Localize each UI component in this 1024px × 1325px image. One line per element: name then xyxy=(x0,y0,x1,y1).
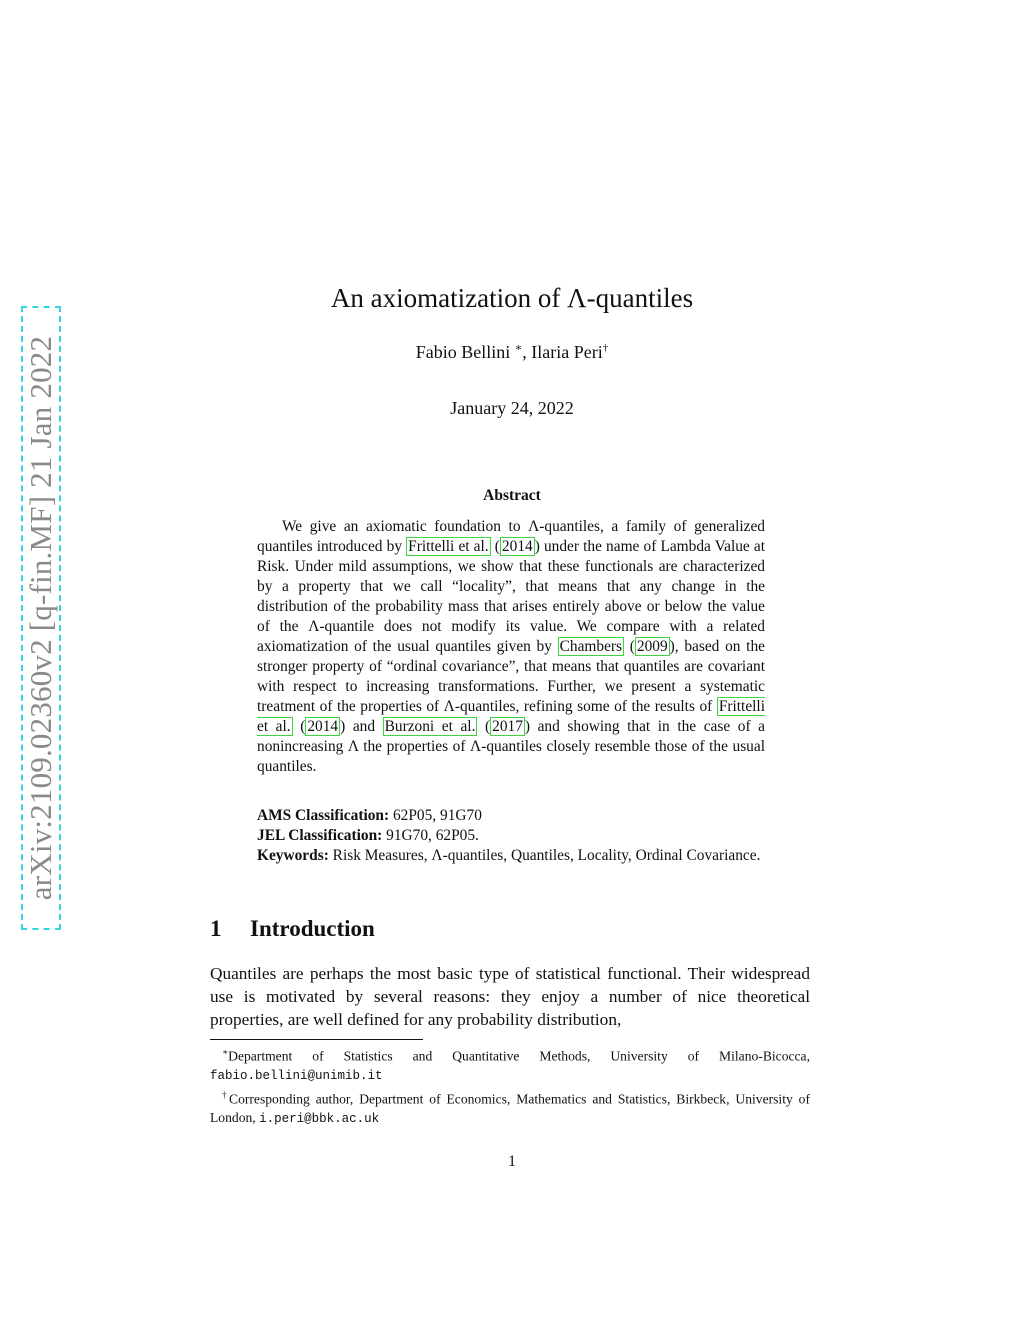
citation-link-frittelli[interactable]: Frittelli et al. xyxy=(408,538,489,555)
citation-year-2014[interactable]: 2014 xyxy=(307,718,339,735)
keywords xyxy=(257,846,765,866)
arxiv-id-text: arXiv:2109.02360v2 [q-fin.MF] 21 Jan 2022 xyxy=(23,335,58,901)
author-name: Fabio Bellini xyxy=(415,342,511,362)
footnotes xyxy=(210,1043,810,1128)
abstract-text: ( xyxy=(292,718,306,735)
footnote-mark: ∗ xyxy=(222,1047,229,1057)
citation-link-chambers[interactable]: Chambers xyxy=(559,638,623,655)
ams-value: 62P05, 91G70 xyxy=(389,807,482,824)
abstract-text: ), based on the stronger property of “ordinal covariance”, that means that quantiles are covariant with respect to increasing transformations. Further, we present a systematic treatment of the properties of Λ-quantiles, refining some of the results of xyxy=(257,638,765,715)
jel-classification xyxy=(257,826,765,846)
introduction-body xyxy=(210,962,810,1031)
abstract-heading: Abstract xyxy=(483,487,541,504)
section-title: Introduction xyxy=(250,916,375,941)
author-email[interactable]: i.peri@bbk.ac.uk xyxy=(259,1111,380,1126)
abstract-text: We give an axiomatic foundation to Λ-quantiles, a family of generalized quantiles introduced by xyxy=(257,518,765,555)
section-number: 1 xyxy=(210,916,222,941)
footnote-mark: † xyxy=(222,1089,230,1100)
abstract-body xyxy=(257,517,765,777)
citation-year-2014[interactable]: 2014 xyxy=(501,538,533,555)
author-footnote-mark[interactable]: † xyxy=(602,342,609,354)
paper-date: January 24, 2022 xyxy=(450,398,574,418)
footnote xyxy=(210,1043,810,1086)
citation-link-frittelli[interactable]: Frittelli et al. xyxy=(257,698,765,735)
ams-label: AMS Classification: xyxy=(257,807,390,824)
footnote-text: Department of Statistics and Quantitative Methods, University of Milano-Bicocca, xyxy=(228,1048,810,1064)
footnote xyxy=(210,1086,810,1129)
classification-block xyxy=(257,806,765,866)
footnote-divider xyxy=(210,1039,423,1040)
abstract-text: ) and showing that in the case of a nonincreasing Λ the properties of Λ-quantiles closely resemble those of the usual quantiles. xyxy=(257,718,765,775)
keywords-value: Risk Measures, Λ-quantiles, Quantiles, Locality, Ordinal Covariance. xyxy=(328,847,761,864)
abstract-text: ( xyxy=(477,718,491,735)
abstract-paragraph xyxy=(257,517,765,777)
page-number: 1 xyxy=(508,1153,516,1170)
citation-link-burzoni[interactable]: Burzoni et al. xyxy=(384,718,476,735)
jel-label: JEL Classification: xyxy=(257,827,383,844)
author-list: Fabio Bellini ∗, Ilaria Peri† xyxy=(415,342,609,362)
jel-value: 91G70, 62P05. xyxy=(382,827,479,844)
paper-title: An axiomatization of Λ-quantiles xyxy=(330,283,694,313)
citation-year-2009[interactable]: 2009 xyxy=(636,638,668,655)
abstract-text: ) and xyxy=(340,718,383,735)
section-heading xyxy=(210,916,375,942)
author-email[interactable]: fabio.bellini@unimib.it xyxy=(210,1069,383,1084)
abstract-text: ( xyxy=(490,538,500,555)
footnote-text: Corresponding author, Department of Economics, Mathematics and Statistics, Birkbeck, University of London, xyxy=(210,1091,810,1125)
abstract-text: ) under the name of Lambda Value at Risk. Under mild assumptions, we show that these functionals are characterized by a property that we call “locality”, that means that any change in the distribution of the probability mass that arises entirely above or below the value of the Λ-quantile does not modify its value. We compare with a related axiomatization of the usual quantiles given by xyxy=(257,538,765,655)
abstract-text: ( xyxy=(624,638,635,655)
ams-classification xyxy=(257,806,765,826)
introduction-paragraph: Quantiles are perhaps the most basic type of statistical functional. Their widespread use is motivated by several reasons: they enjoy a number of nice theoretical properties, are well defined for any probability distribution, xyxy=(210,964,810,1029)
author-footnote-mark[interactable]: ∗ xyxy=(514,342,523,354)
citation-year-2017[interactable]: 2017 xyxy=(492,718,523,735)
author-name: Ilaria Peri xyxy=(531,342,603,362)
keywords-label: Keywords: xyxy=(257,847,329,864)
